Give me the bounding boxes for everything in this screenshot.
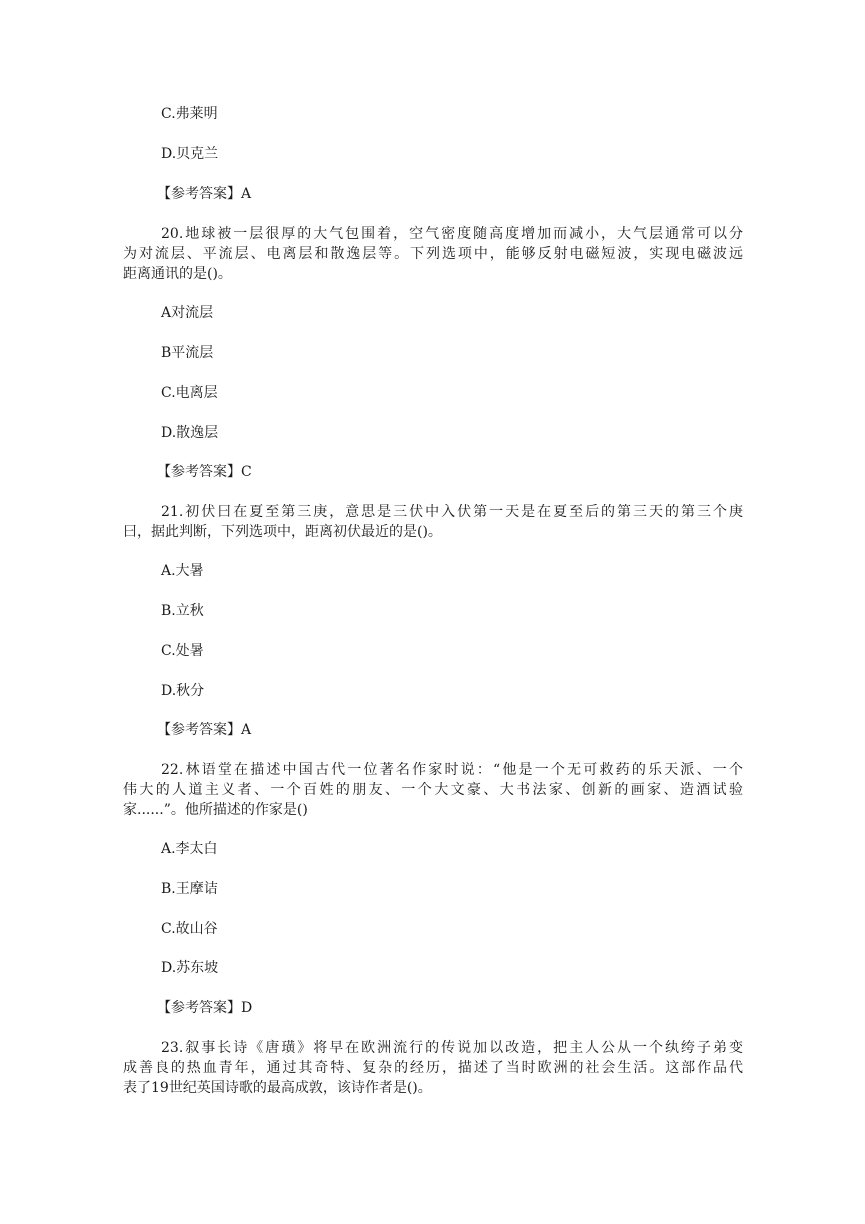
q20-answer: 【参考答案】C (157, 464, 252, 480)
q22-stem-line: 伟大的人道主义者、一个百姓的朋友、一个大文豪、大书法家、创新的画家、造酒试验 (123, 782, 743, 798)
q20-stem-line: 20.地球被一层很厚的大气包围着，空气密度随高度增加而减小，大气层通常可以分 (161, 226, 743, 242)
q20-option-a: A对流层 (161, 305, 214, 321)
q20-option-d: D.散逸层 (161, 425, 219, 441)
q20-stem-line: 为对流层、平流层、电离层和散逸层等。下列选项中，能够反射电磁短波，实现电磁波远 (123, 246, 743, 262)
q22-option-c: C.故山谷 (161, 921, 218, 937)
q20-option-b: B平流层 (161, 345, 214, 361)
q21-option-a: A.大暑 (161, 563, 204, 579)
q19-answer: 【参考答案】A (157, 186, 252, 202)
q23-stem-line: 成善良的热血青年，通过其奇特、复杂的经历，描述了当时欧洲的社会生活。这部作品代 (123, 1060, 743, 1076)
q22-answer: 【参考答案】D (157, 1000, 253, 1016)
q21-stem-line: 曰，据此判断，下列选项中，距离初伏最近的是()。 (123, 524, 442, 540)
q21-stem-line: 21.初伏曰在夏至第三庚，意思是三伏中入伏第一天是在夏至后的第三天的第三个庚 (161, 504, 743, 520)
q20-stem (123, 224, 743, 284)
q20-stem-line: 距离通讯的是()。 (123, 266, 232, 282)
q23-stem-line: 表了19世纪英国诗歌的最高成敦，该诗作者是()。 (123, 1080, 432, 1096)
q19-option-d: D.贝克兰 (161, 146, 219, 162)
q22-stem (123, 760, 743, 820)
q22-option-a: A.李太白 (161, 841, 218, 857)
q21-option-b: B.立秋 (161, 603, 204, 619)
q21-stem (123, 502, 743, 542)
q21-option-c: C.处暑 (161, 643, 204, 659)
q21-option-d: D.秋分 (161, 683, 205, 699)
q22-stem-line: 家......”。他所描述的作家是() (123, 802, 308, 818)
q22-option-b: B.王摩诘 (161, 881, 218, 897)
q22-stem-line: 22.林语堂在描述中国古代一位著名作家时说：“他是一个无可救药的乐天派、一个 (161, 762, 743, 778)
q22-option-d: D.苏东坡 (161, 960, 219, 976)
q23-stem (123, 1038, 743, 1098)
q23-stem-line: 23.叙事长诗《唐璜》将早在欧洲流行的传说加以改造，把主人公从一个纨绔子弟变 (161, 1040, 743, 1056)
q19-option-c: C.弗莱明 (161, 106, 218, 122)
q20-option-c: C.电离层 (161, 385, 218, 401)
q21-answer: 【参考答案】A (157, 722, 252, 738)
